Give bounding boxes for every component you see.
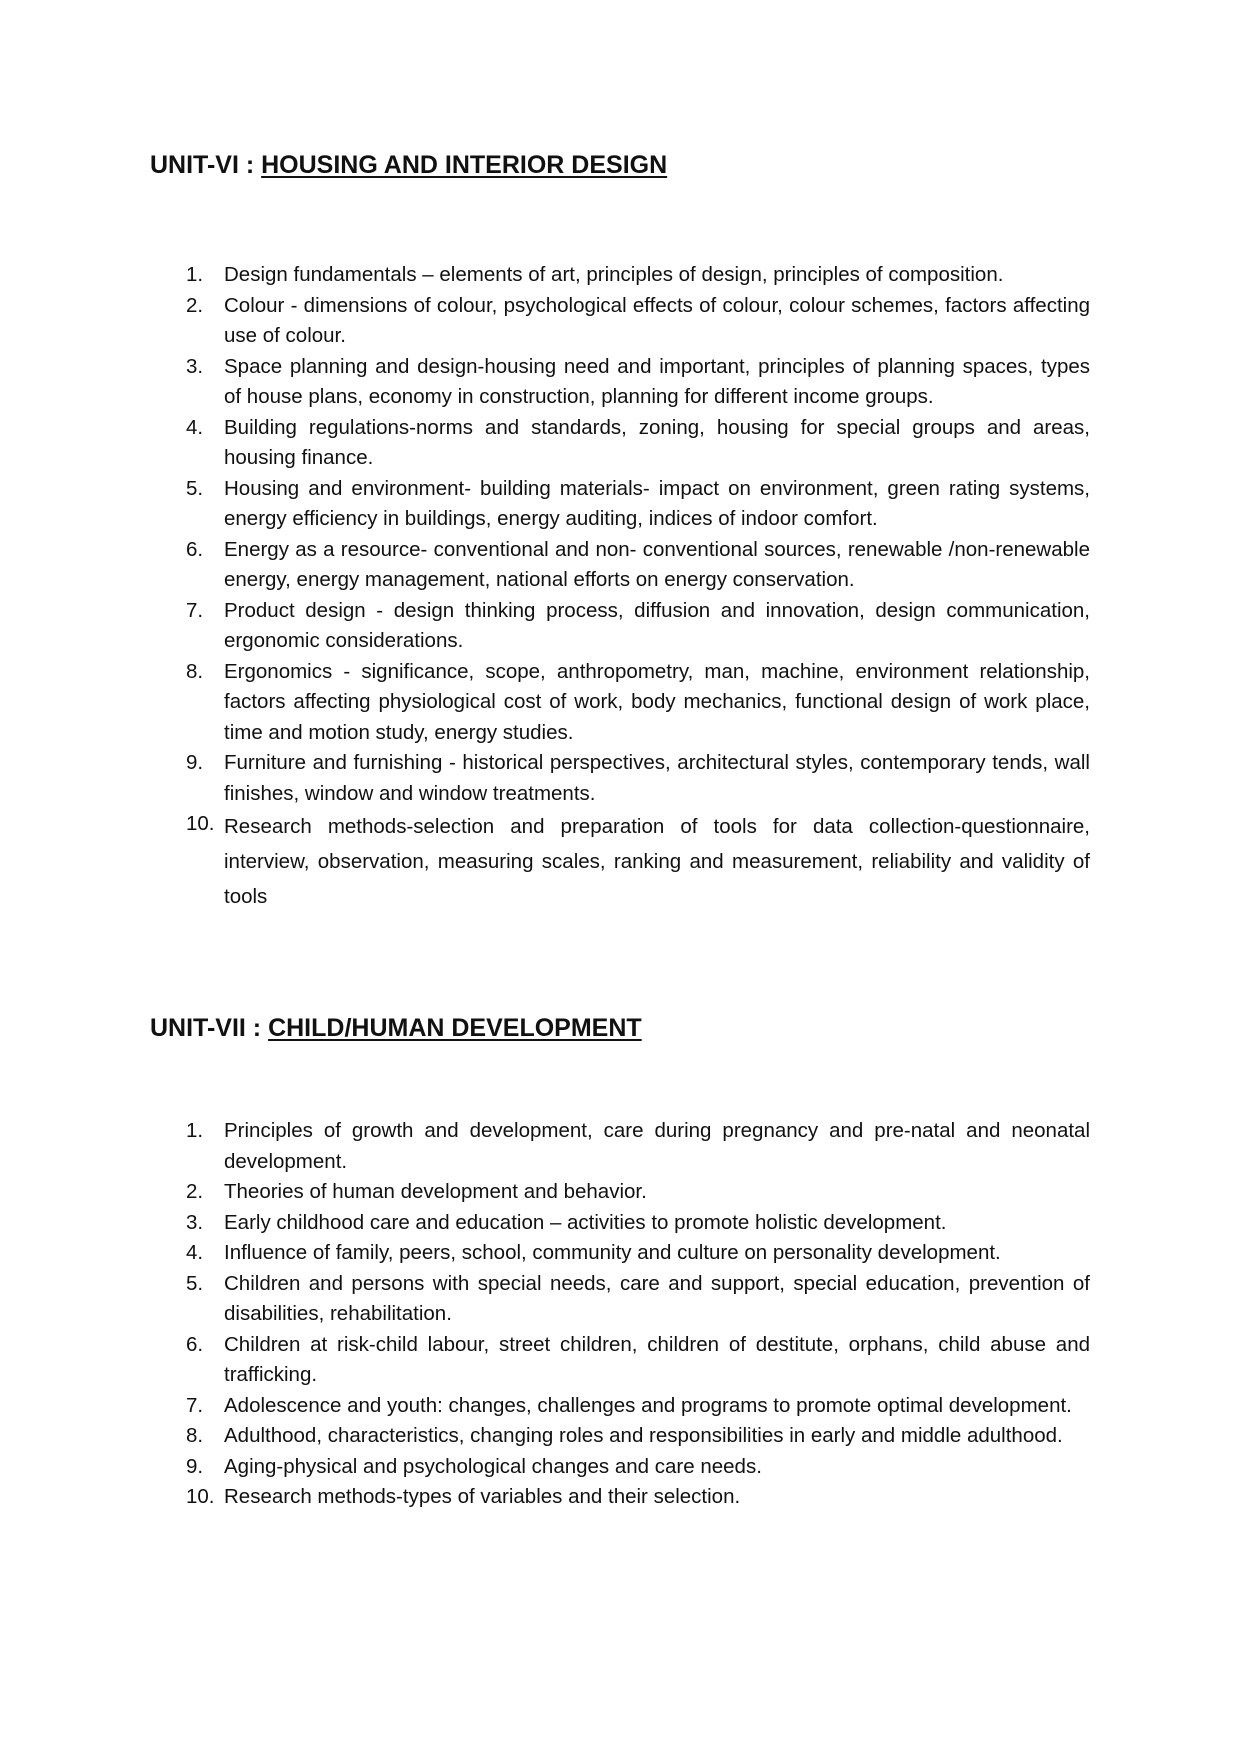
list-item [150,657,1090,749]
item-text: Building regulations-norms and standards, zoning, housing for special groups and areas, housing finance. [224,415,1090,469]
item-text: Design fundamentals – elements of art, principles of design, principles of composition. [224,263,1004,286]
unit-vi-topic-list [150,260,1090,914]
item-text: Research methods-types of variables and their selection. [224,1485,741,1508]
item-number: 9. [186,751,204,774]
item-number: 1. [186,263,204,286]
item-number: 6. [186,537,204,561]
item-number: 2. [186,1180,204,1203]
list-item [150,809,1090,914]
item-text: Influence of family, peers, school, community and culture on personality development. [224,1241,1001,1264]
item-number: 5. [186,1271,204,1295]
item-text: Theories of human development and behavior. [224,1180,647,1203]
item-text: Aging-physical and psychological changes and care needs. [224,1454,762,1478]
list-item [150,535,1090,596]
item-number: 8. [186,659,204,683]
item-text: Adulthood, characteristics, changing roles and responsibilities in early and middle adulthood. [224,1424,1063,1447]
unit-vii-section [150,1011,1090,1513]
list-item [150,1452,1090,1483]
item-text: Early childhood care and education – activities to promote holistic development. [224,1210,947,1234]
list-item [150,291,1090,352]
item-text: Space planning and design-housing need and important, principles of planning spaces, types of house plans, economy in construction, planning for different income groups. [224,354,1090,408]
list-item [150,1330,1090,1391]
item-number: 8. [186,1424,204,1447]
list-item [150,748,1090,809]
list-item [150,1482,1090,1513]
unit-vi-prefix: UNIT-VI : [150,151,262,179]
unit-vi-title: HOUSING AND INTERIOR DESIGN [261,151,668,179]
item-text: Product design - design thinking process, diffusion and innovation, design communication, ergonomic considerations. [224,598,1090,652]
item-text: Principles of growth and development, care during pregnancy and pre-natal and neonatal development. [224,1119,1090,1173]
unit-vii-topic-list [150,1116,1090,1513]
unit-vi-section [150,148,1090,914]
list-item [150,474,1090,535]
unit-vii-prefix: UNIT-VII : [150,1014,269,1042]
item-number: 3. [186,354,204,378]
item-text: Colour - dimensions of colour, psychological effects of colour, colour schemes, factors affecting use of colour. [224,293,1090,347]
unit-vii-heading [150,1011,1090,1045]
item-text: Furniture and furnishing - historical perspectives, architectural styles, contemporary tends, wall finishes, window and window treatments. [224,751,1090,805]
item-text: Ergonomics - significance, scope, anthropometry, man, machine, environment relationship, factors affecting physiological cost of work, body mechanics, functional design of work place, time and motion study, energy studies. [224,659,1090,744]
list-item [150,1116,1090,1177]
item-number: 2. [186,293,204,317]
item-number: 4. [186,415,204,439]
item-number: 6. [186,1332,204,1356]
list-item [150,1421,1090,1452]
item-number: 7. [186,598,204,622]
unit-vii-title: CHILD/HUMAN DEVELOPMENT [268,1014,642,1042]
item-number: 1. [186,1119,204,1142]
list-item [150,1238,1090,1269]
list-item [150,596,1090,657]
item-number: 3. [186,1210,204,1234]
item-number: 4. [186,1241,204,1264]
unit-vi-heading [150,148,1090,182]
item-text: Children and persons with special needs, care and support, special education, prevention of disabilities, rehabilitation. [224,1271,1090,1325]
list-item [150,1391,1090,1422]
item-text: Adolescence and youth: changes, challenges and programs to promote optimal development. [224,1393,1072,1417]
item-number: 10. [186,1485,215,1508]
item-text: Housing and environment- building materials- impact on environment, green rating systems, energy efficiency in buildings, energy auditing, indices of indoor comfort. [224,476,1090,530]
list-item [150,1269,1090,1330]
item-text: Research methods-selection and preparation of tools for data collection-questionnaire, interview, observation, measuring scales, ranking and measurement, reliability and validity of tools [224,815,1090,908]
list-item [150,1177,1090,1208]
item-number: 7. [186,1393,204,1417]
item-number: 5. [186,476,204,500]
list-item [150,413,1090,474]
item-number: 10. [186,812,215,835]
item-text: Children at risk-child labour, street children, children of destitute, orphans, child abuse and trafficking. [224,1332,1090,1386]
item-text: Energy as a resource- conventional and non- conventional sources, renewable /non-renewable energy, energy management, national efforts on energy conservation. [224,537,1090,591]
list-item [150,1208,1090,1239]
list-item [150,260,1090,291]
list-item [150,352,1090,413]
item-number: 9. [186,1454,204,1478]
